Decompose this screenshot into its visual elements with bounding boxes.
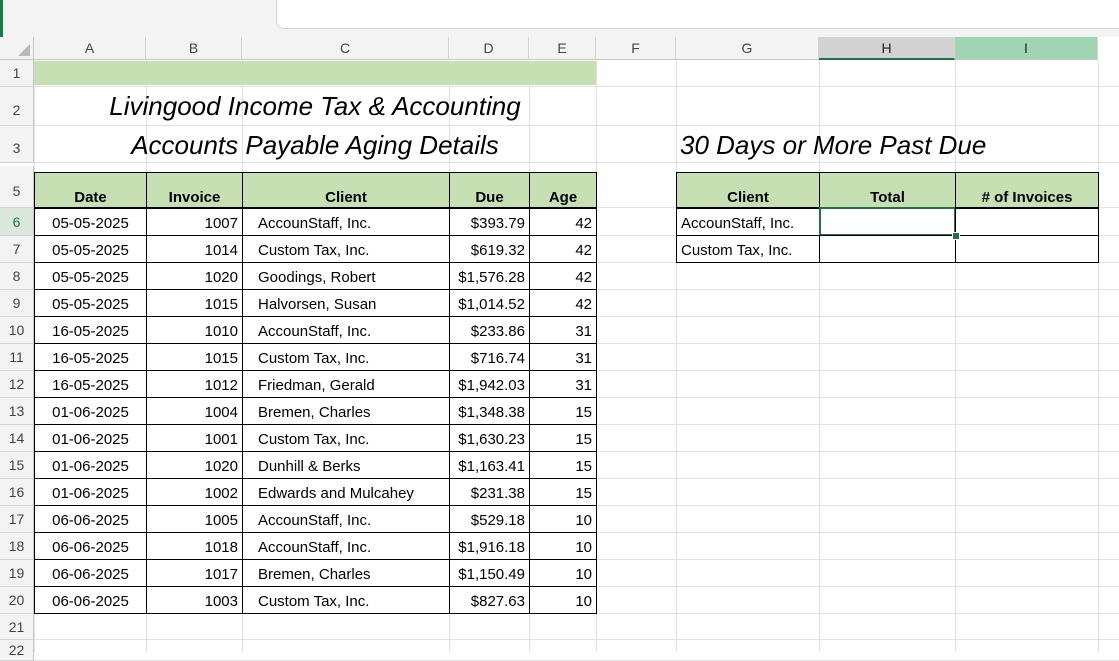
- row-header-6[interactable]: 6: [0, 208, 34, 236]
- row-header-3[interactable]: 3: [0, 126, 34, 163]
- table-cell-client[interactable]: AccounStaff, Inc.: [242, 207, 450, 236]
- table-cell-due[interactable]: $1,150.49: [449, 559, 530, 587]
- table-cell-client[interactable]: Bremen, Charles: [242, 559, 450, 587]
- table-cell-client[interactable]: Custom Tax, Inc.: [242, 424, 450, 452]
- table-cell-age[interactable]: 42: [529, 262, 597, 290]
- row-header-2[interactable]: 2: [0, 87, 34, 126]
- main-header-date[interactable]: Date: [34, 172, 147, 209]
- table-cell-due[interactable]: $393.79: [449, 207, 530, 236]
- table-cell-date[interactable]: 05-05-2025: [34, 207, 147, 236]
- table-cell-client[interactable]: Dunhill & Berks: [242, 451, 450, 479]
- column-header-i[interactable]: I: [955, 37, 1098, 60]
- fill-handle[interactable]: [952, 232, 960, 240]
- summary-cell-total-active[interactable]: [819, 207, 956, 236]
- row-header-17[interactable]: 17: [0, 506, 34, 533]
- row-header-16[interactable]: 16: [0, 479, 34, 506]
- table-cell-date[interactable]: 16-05-2025: [34, 316, 147, 344]
- table-cell-client[interactable]: Custom Tax, Inc.: [242, 586, 450, 614]
- table-cell-invoice[interactable]: 1014: [146, 235, 243, 263]
- report-subtitle: Accounts Payable Aging Details: [131, 130, 499, 160]
- table-cell-due[interactable]: $1,576.28: [449, 262, 530, 290]
- table-cell-client[interactable]: Edwards and Mulcahey: [242, 478, 450, 506]
- table-cell-age[interactable]: 31: [529, 343, 597, 371]
- column-header-f[interactable]: F: [596, 37, 676, 60]
- summary-header-total[interactable]: Total: [819, 172, 956, 209]
- table-cell-age[interactable]: 10: [529, 559, 597, 587]
- row-header-15[interactable]: 15: [0, 452, 34, 479]
- table-cell-due[interactable]: $619.32: [449, 235, 530, 263]
- summary-header-client[interactable]: Client: [676, 172, 820, 209]
- row-header-5[interactable]: 5: [0, 166, 34, 208]
- main-header-invoice[interactable]: Invoice: [146, 172, 243, 209]
- table-cell-date[interactable]: 05-05-2025: [34, 262, 147, 290]
- table-cell-due[interactable]: $233.86: [449, 316, 530, 344]
- table-cell-invoice[interactable]: 1020: [146, 262, 243, 290]
- table-cell-due[interactable]: $827.63: [449, 586, 530, 614]
- row-header-19[interactable]: 19: [0, 560, 34, 587]
- table-cell-invoice[interactable]: 1010: [146, 316, 243, 344]
- summary-cell-invoices[interactable]: [955, 235, 1099, 263]
- table-cell-age[interactable]: 31: [529, 316, 597, 344]
- table-cell-date[interactable]: 06-06-2025: [34, 505, 147, 533]
- table-cell-due[interactable]: $1,916.18: [449, 532, 530, 560]
- row-header-21[interactable]: 21: [0, 614, 34, 640]
- table-cell-age[interactable]: 15: [529, 451, 597, 479]
- row-header-11[interactable]: 11: [0, 344, 34, 371]
- table-cell-client[interactable]: Friedman, Gerald: [242, 370, 450, 398]
- main-header-due[interactable]: Due: [449, 172, 530, 209]
- table-cell-client[interactable]: Halvorsen, Susan: [242, 289, 450, 317]
- table-cell-invoice[interactable]: 1002: [146, 478, 243, 506]
- table-cell-age[interactable]: 15: [529, 397, 597, 425]
- table-cell-due[interactable]: $529.18: [449, 505, 530, 533]
- table-cell-date[interactable]: 06-06-2025: [34, 559, 147, 587]
- table-cell-client[interactable]: Goodings, Robert: [242, 262, 450, 290]
- table-cell-date[interactable]: 06-06-2025: [34, 586, 147, 614]
- table-cell-invoice[interactable]: 1012: [146, 370, 243, 398]
- column-header-d[interactable]: D: [449, 37, 529, 60]
- column-header-g[interactable]: G: [676, 37, 819, 60]
- row-header-12[interactable]: 12: [0, 371, 34, 398]
- row-header-20[interactable]: 20: [0, 587, 34, 614]
- summary-cell-invoices[interactable]: [955, 207, 1099, 236]
- table-cell-invoice[interactable]: 1005: [146, 505, 243, 533]
- table-cell-due[interactable]: $1,630.23: [449, 424, 530, 452]
- column-header-c[interactable]: C: [242, 37, 449, 60]
- table-cell-age[interactable]: 31: [529, 370, 597, 398]
- column-header-h[interactable]: H: [819, 37, 955, 60]
- gridline-horizontal: [34, 125, 1119, 126]
- row-header-13[interactable]: 13: [0, 398, 34, 425]
- summary-cell-client[interactable]: AccounStaff, Inc.: [676, 207, 820, 236]
- table-cell-due[interactable]: $716.74: [449, 343, 530, 371]
- table-cell-due[interactable]: $1,163.41: [449, 451, 530, 479]
- row-header-9[interactable]: 9: [0, 290, 34, 317]
- title-band: [34, 61, 596, 85]
- table-cell-invoice[interactable]: 1007: [146, 207, 243, 236]
- table-cell-age[interactable]: 10: [529, 505, 597, 533]
- table-cell-due[interactable]: $231.38: [449, 478, 530, 506]
- column-header-a[interactable]: A: [34, 37, 146, 60]
- table-cell-age[interactable]: 15: [529, 424, 597, 452]
- summary-cell-client[interactable]: Custom Tax, Inc.: [676, 235, 820, 263]
- table-cell-date[interactable]: 01-06-2025: [34, 424, 147, 452]
- summary-cell-total[interactable]: [819, 235, 956, 263]
- column-header-b[interactable]: B: [146, 37, 242, 60]
- column-header-e[interactable]: E: [529, 37, 596, 60]
- report-title: Livingood Income Tax & Accounting: [109, 91, 521, 121]
- table-cell-invoice[interactable]: 1003: [146, 586, 243, 614]
- table-cell-client[interactable]: AccounStaff, Inc.: [242, 532, 450, 560]
- table-cell-invoice[interactable]: 1020: [146, 451, 243, 479]
- table-cell-client[interactable]: Custom Tax, Inc.: [242, 343, 450, 371]
- summary-header-invoices[interactable]: # of Invoices: [955, 172, 1099, 209]
- row-header-7[interactable]: 7: [0, 236, 34, 263]
- gridline-vertical: [1098, 60, 1099, 652]
- table-cell-date[interactable]: 01-06-2025: [34, 397, 147, 425]
- row-header-1[interactable]: 1: [0, 60, 34, 87]
- row-header-8[interactable]: 8: [0, 263, 34, 290]
- table-cell-age[interactable]: 42: [529, 235, 597, 263]
- main-header-age[interactable]: Age: [529, 172, 597, 209]
- table-cell-invoice[interactable]: 1001: [146, 424, 243, 452]
- table-cell-date[interactable]: 05-05-2025: [34, 235, 147, 263]
- table-cell-invoice[interactable]: 1004: [146, 397, 243, 425]
- table-cell-client[interactable]: Custom Tax, Inc.: [242, 235, 450, 263]
- table-cell-due[interactable]: $1,942.03: [449, 370, 530, 398]
- table-cell-date[interactable]: 01-06-2025: [34, 478, 147, 506]
- main-header-client[interactable]: Client: [242, 172, 450, 209]
- table-cell-invoice[interactable]: 1018: [146, 532, 243, 560]
- table-cell-due[interactable]: $1,014.52: [449, 289, 530, 317]
- table-cell-age[interactable]: 10: [529, 532, 597, 560]
- table-cell-age[interactable]: 10: [529, 586, 597, 614]
- table-cell-invoice[interactable]: 1015: [146, 343, 243, 371]
- summary-title: 30 Days or More Past Due: [680, 130, 987, 160]
- table-cell-invoice[interactable]: 1015: [146, 289, 243, 317]
- row-header-22[interactable]: 22: [0, 640, 34, 661]
- select-all-button[interactable]: [0, 37, 34, 60]
- table-cell-client[interactable]: AccounStaff, Inc.: [242, 316, 450, 344]
- table-cell-due[interactable]: $1,348.38: [449, 397, 530, 425]
- table-cell-age[interactable]: 15: [529, 478, 597, 506]
- gridline-horizontal: [34, 86, 1119, 87]
- table-cell-date[interactable]: 05-05-2025: [34, 289, 147, 317]
- table-cell-date[interactable]: 01-06-2025: [34, 451, 147, 479]
- table-cell-client[interactable]: AccounStaff, Inc.: [242, 505, 450, 533]
- row-header-18[interactable]: 18: [0, 533, 34, 560]
- table-cell-client[interactable]: Bremen, Charles: [242, 397, 450, 425]
- row-header-10[interactable]: 10: [0, 317, 34, 344]
- table-cell-date[interactable]: 16-05-2025: [34, 370, 147, 398]
- gridline-horizontal: [34, 639, 1119, 640]
- table-cell-age[interactable]: 42: [529, 289, 597, 317]
- table-cell-date[interactable]: 06-06-2025: [34, 532, 147, 560]
- table-cell-date[interactable]: 16-05-2025: [34, 343, 147, 371]
- table-cell-age[interactable]: 42: [529, 207, 597, 236]
- table-cell-invoice[interactable]: 1017: [146, 559, 243, 587]
- row-header-14[interactable]: 14: [0, 425, 34, 452]
